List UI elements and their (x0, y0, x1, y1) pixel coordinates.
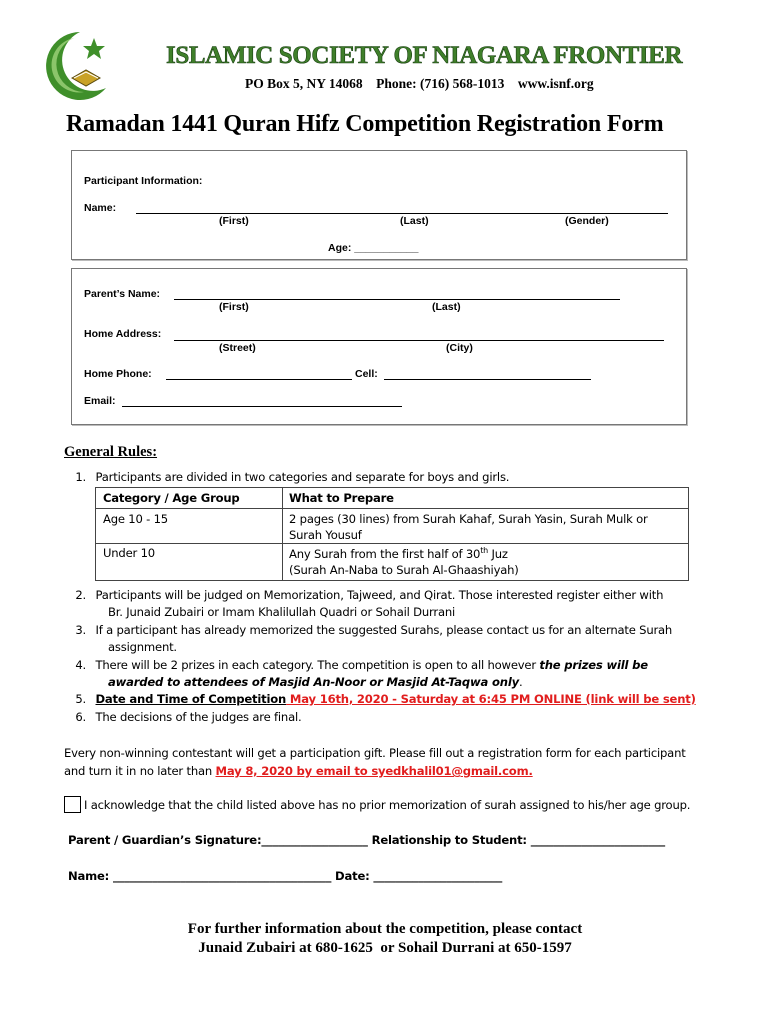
participant-info-box (71, 150, 687, 260)
rule-3-line1: If a participant has already memorized the suggested Surahs, please contact us for an alternate Surah (95, 623, 673, 637)
home-address-field[interactable] (174, 340, 664, 341)
org-name: ISLAMIC SOCIETY OF NIAGARA FRONTIER (166, 42, 683, 69)
acknowledge-checkbox[interactable] (64, 796, 81, 813)
acknowledge-text: I acknowledge that the child listed above has no prior memorization of surah assigned to his/her age group. (84, 798, 691, 812)
notice-line1: Every non-winning contestant will get a participation gift. Please fill out a registration form for each participant (64, 746, 686, 760)
city-caption: (City) (446, 342, 473, 354)
footer-line2: Junaid Zubairi at 680-1625 or Sohail Durrani at 650-1597 (198, 940, 572, 956)
isnf-logo (40, 28, 112, 100)
participant-name-field[interactable] (136, 213, 668, 214)
notice-line2: and turn it in no later than May 8, 2020 by email to syedkhalil01@gmail.com. (64, 764, 533, 778)
table-row-2-prepare-line2: (Surah An-Naba to Surah Al-Ghaashiyah) (289, 563, 519, 577)
participant-section-label: Participant Information: (84, 175, 203, 187)
footer-line1: For further information about the competition, please contact (187, 921, 583, 937)
home-phone-label: Home Phone: (84, 368, 152, 380)
footer-contact (0, 920, 770, 958)
participant-gender-caption: (Gender) (565, 215, 609, 227)
participant-first-caption: (First) (219, 215, 249, 227)
parent-first-caption: (First) (219, 301, 249, 313)
table-row-2-prepare-line1: Any Surah from the first half of 30th Juz (289, 546, 508, 561)
table-header-category: Category / Age Group (103, 491, 240, 505)
rule-4-line2: awarded to attendees of Masjid An-Noor or Masjid At-Taqwa only. (108, 675, 523, 689)
table-row-2-category: Under 10 (103, 546, 155, 560)
parent-info-box (71, 268, 687, 425)
table-header-prepare: What to Prepare (289, 491, 394, 505)
table-row-1-prepare-line2: Surah Yousuf (289, 528, 362, 542)
parent-name-label: Parent’s Name: (84, 288, 161, 300)
rule-1 (64, 470, 509, 484)
star-icon (83, 38, 105, 59)
rule-1-text: Participants are divided in two categories and separate for boys and girls. (95, 470, 510, 484)
email-label: Email: (84, 395, 116, 407)
rule-4-emphasis: the prizes will be (539, 658, 648, 672)
home-address-label: Home Address: (84, 328, 162, 340)
general-rules-heading: General Rules: (64, 444, 158, 460)
rule-3: 3. If a participant has already memorized the suggested Surahs, please contact us for an alternate Surah (75, 623, 673, 637)
participant-age-field[interactable]: Age: ___________ (328, 242, 419, 254)
rule-5-date: May 16th, 2020 - Saturday at 6:45 PM ONLINE (link will be sent) (286, 692, 696, 706)
form-title: Ramadan 1441 Quran Hifz Competition Registration Form (66, 111, 664, 137)
name-date-line[interactable]: Name: _______________________________________ Date: _______________________ (68, 869, 503, 883)
rule-4: 4. There will be 2 prizes in each category. The competition is open to all however the prizes will be (75, 658, 648, 672)
parent-last-caption: (Last) (432, 301, 461, 313)
rule-5-label: Date and Time of Competition (95, 692, 287, 706)
cell-label: Cell: (355, 368, 378, 380)
rule-2: 2. Participants will be judged on Memorization, Tajweed, and Qirat. Those interested register either with (75, 588, 664, 602)
cell-field[interactable] (384, 379, 591, 380)
rule-2-line1: Participants will be judged on Memorization, Tajweed, and Qirat. Those interested register either with (95, 588, 664, 602)
rule-1-number: 1. (75, 470, 86, 484)
home-phone-field[interactable] (166, 379, 352, 380)
signature-line[interactable]: Parent / Guardian’s Signature:___________________ Relationship to Student: ________________________ (68, 833, 666, 847)
rule-3-line2: assignment. (108, 640, 177, 654)
org-contact: PO Box 5, NY 14068 Phone: (716) 568-1013 www.isnf.org (245, 76, 594, 91)
rule-5: 5. Date and Time of Competition May 16th, 2020 - Saturday at 6:45 PM ONLINE (link will be sent) (75, 692, 696, 706)
rule-2-line2: Br. Junaid Zubairi or Imam Khalilullah Quadri or Sohail Durrani (108, 605, 456, 619)
category-table (95, 487, 689, 581)
participant-last-caption: (Last) (400, 215, 429, 227)
table-row-1-prepare-line1: 2 pages (30 lines) from Surah Kahaf, Surah Yasin, Surah Mulk or (289, 512, 648, 526)
participant-name-label: Name: (84, 202, 117, 214)
parent-name-field[interactable] (174, 299, 620, 300)
table-row-1-category: Age 10 - 15 (103, 512, 168, 526)
rule-6: 6. The decisions of the judges are final. (75, 710, 302, 724)
deadline-email: May 8, 2020 by email to syedkhalil01@gmail.com. (215, 764, 533, 778)
email-field[interactable] (122, 406, 402, 407)
street-caption: (Street) (219, 342, 256, 354)
